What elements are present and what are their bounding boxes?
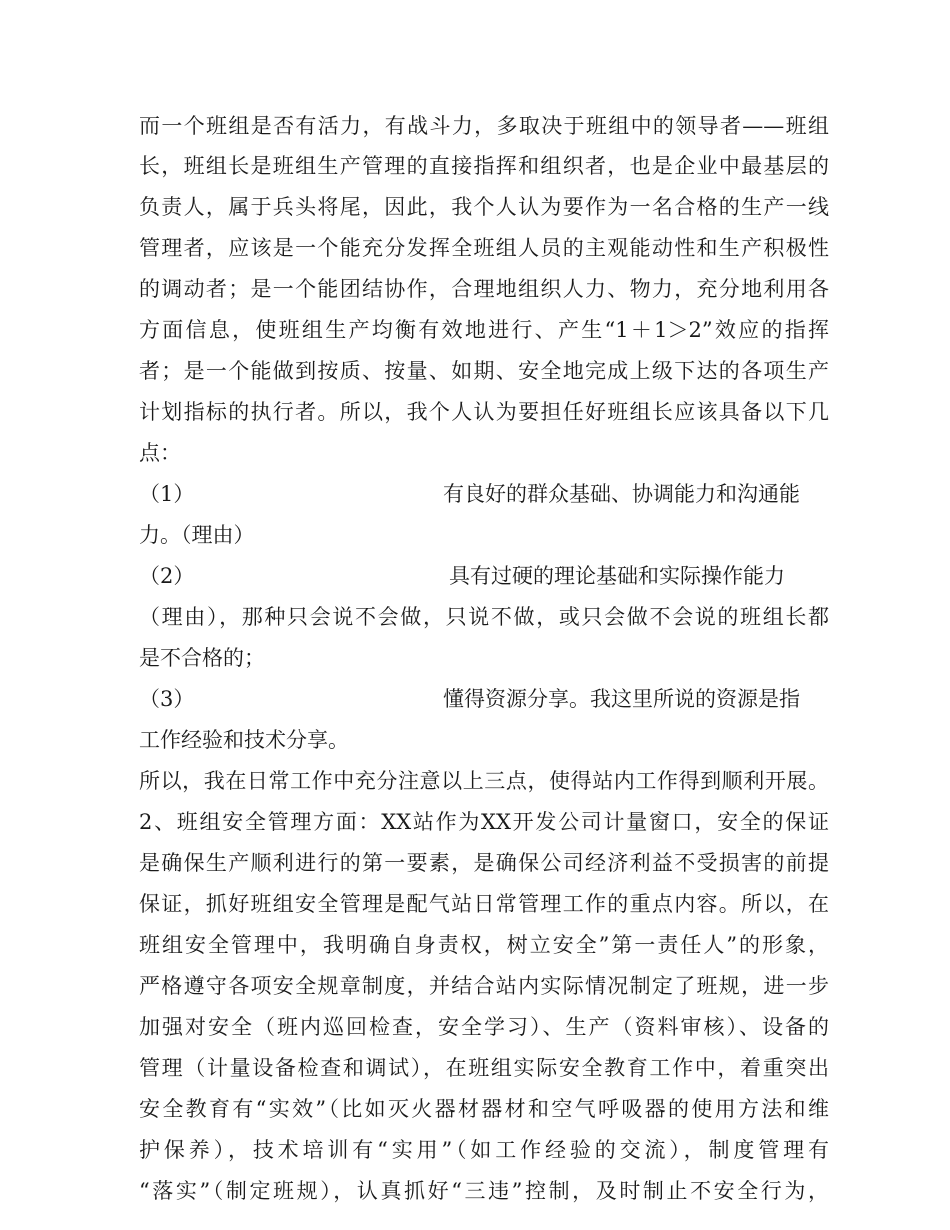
list-item-text: 具有过硬的理论基础和实际操作能力 <box>449 564 785 588</box>
list-item-number: （1） <box>139 482 195 506</box>
list-item-continuation: 是不合格的； <box>139 646 265 670</box>
paragraph-line: 所以，我在日常工作中充分注意以上三点，使得站内工作得到顺利开展。 <box>139 769 829 793</box>
paragraph-line: 2、班组安全管理方面：XX站作为XX开发公司计量窗口，安全的保证 <box>139 810 829 834</box>
paragraph-line: 护保养），技术培训有“实用”（如工作经验的交流），制度管理有 <box>139 1138 829 1162</box>
paragraph-line: 而一个班组是否有活力，有战斗力，多取决于班组中的领导者——班组 <box>139 114 829 138</box>
list-item-number: （3） <box>139 687 195 711</box>
paragraph-line: 管理者，应该是一个能充分发挥全班组人员的主观能动性和生产积极性 <box>139 236 829 260</box>
paragraph-line: 安全教育有“实效”（比如灭火器材器材和空气呼吸器的使用方法和维 <box>139 1097 829 1121</box>
paragraph-line: 严格遵守各项安全规章制度，并结合站内实际情况制定了班规，进一步 <box>139 974 829 998</box>
paragraph-line: 是确保生产顺利进行的第一要素，是确保公司经济利益不受损害的前提 <box>139 851 829 875</box>
paragraph-line: 长，班组长是班组生产管理的直接指挥和组织者，也是企业中最基层的 <box>139 154 829 178</box>
paragraph-line: 点： <box>139 441 181 465</box>
paragraph-line: 的调动者；是一个能团结协作，合理地组织人力、物力，充分地利用各 <box>139 277 829 301</box>
paragraph-line: 保证，抓好班组安全管理是配气站日常管理工作的重点内容。所以，在 <box>139 892 829 916</box>
paragraph-line: 管理（计量设备检查和调试），在班组实际安全教育工作中，着重突出 <box>139 1056 829 1080</box>
paragraph-line: 者；是一个能做到按质、按量、如期、安全地完成上级下达的各项生产 <box>139 359 829 383</box>
list-item-number: （2） <box>139 564 195 588</box>
paragraph-line: 计划指标的执行者。所以，我个人认为要担任好班组长应该具备以下几 <box>139 400 829 424</box>
list-item-continuation: （理由），那种只会说不会做，只说不做，或只会做不会说的班组长都 <box>139 605 829 629</box>
paragraph-line: 加强对安全（班内巡回检查，安全学习）、生产（资料审核）、设备的 <box>139 1015 829 1039</box>
list-item-continuation: 工作经验和技术分享。 <box>139 728 349 752</box>
list-item-continuation: 力。（理由） <box>139 523 255 547</box>
paragraph-line: “落实”（制定班规），认真抓好“三违”控制，及时制止不安全行为， <box>139 1179 829 1203</box>
list-item-text: 有良好的群众基础、协调能力和沟通能 <box>443 482 800 506</box>
list-item-text: 懂得资源分享。我这里所说的资源是指 <box>443 687 800 711</box>
paragraph-line: 负责人，属于兵头将尾，因此，我个人认为要作为一名合格的生产一线 <box>139 195 829 219</box>
paragraph-line: 方面信息，使班组生产均衡有效地进行、产生“1＋1＞2”效应的指挥 <box>139 318 829 342</box>
paragraph-line: 班组安全管理中，我明确自身责权，树立安全”第一责任人”的形象， <box>139 933 829 957</box>
